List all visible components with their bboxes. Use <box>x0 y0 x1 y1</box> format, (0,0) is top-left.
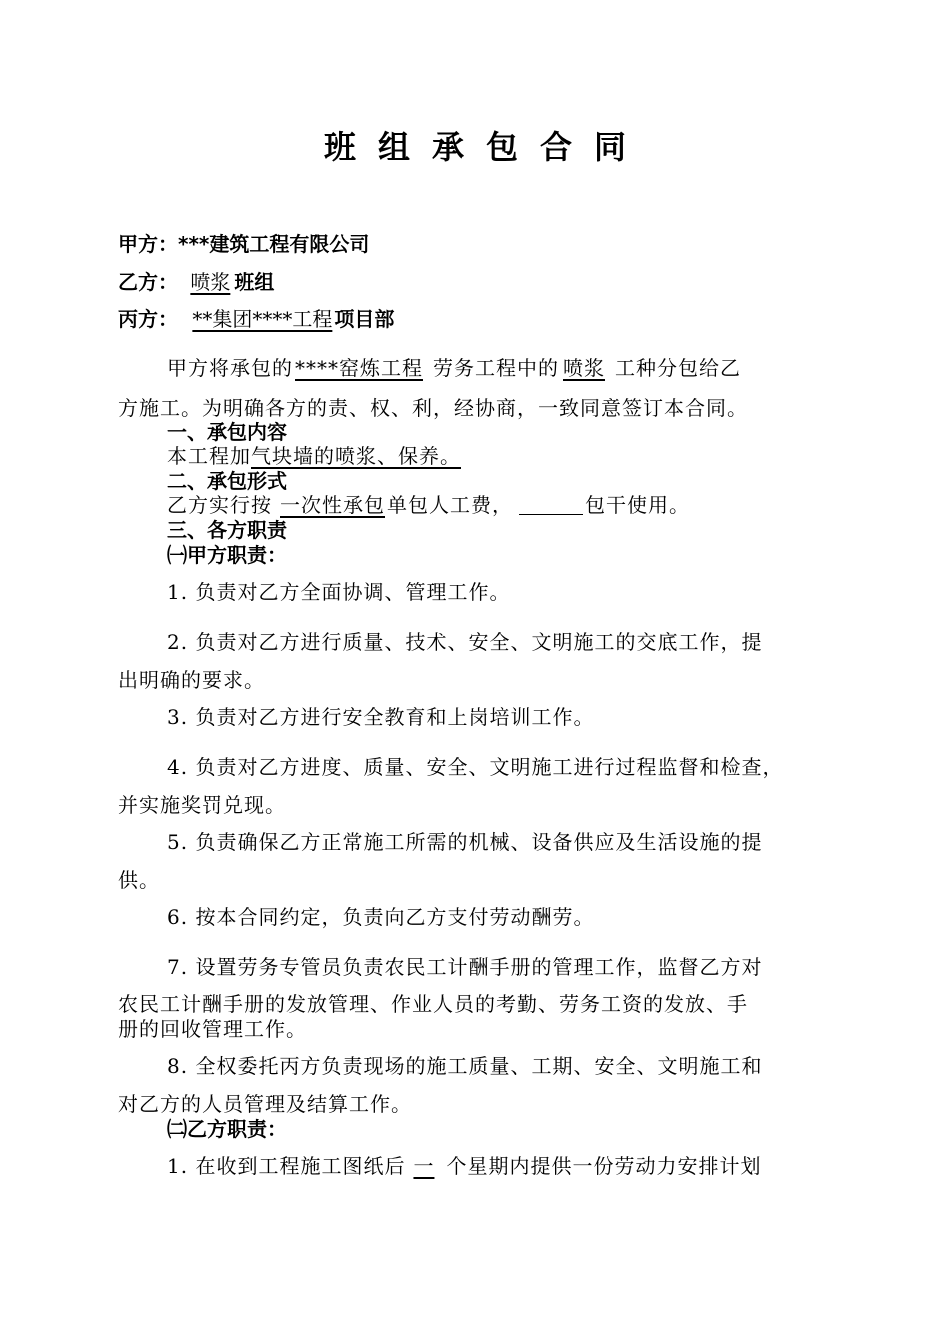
duty-item-5-line-2: 供。 <box>118 868 160 892</box>
intro-line-2: 方施工。为明确各方的责、权、利，经协商，一致同意签订本合同。 <box>118 396 748 420</box>
duty-item-7-line-3: 册的回收管理工作。 <box>118 1017 307 1041</box>
intro-line-1 <box>167 355 741 381</box>
section-2-text-a: 乙方实行按 <box>167 493 272 517</box>
section-2-text-b: 单包人工费， <box>387 493 513 517</box>
section-1-heading: 一、承包内容 <box>167 420 287 444</box>
party-bing-label: 丙方： <box>118 307 178 331</box>
party-bing-suffix: 项目部 <box>334 307 395 331</box>
section-2-mode: 一次性承包 <box>280 493 385 517</box>
intro-text-b: 劳务工程中的 <box>433 356 559 380</box>
party-bing <box>118 306 394 332</box>
duty-item-2-line-1: 2. 负责对乙方进行质量、技术、安全、文明施工的交底工作，提 <box>167 630 763 654</box>
duty-item-4-line-1: 4. 负责对乙方进度、质量、安全、文明施工进行过程监督和检查， <box>167 755 784 779</box>
section-2-heading: 二、承包形式 <box>167 469 287 493</box>
party-yi-label: 乙方： <box>118 270 178 294</box>
yi-duty-item-1-b: 个星期内提供一份劳动力安排计划 <box>446 1154 762 1178</box>
duty-item-6: 6. 按本合同约定，负责向乙方支付劳动酬劳。 <box>167 905 595 929</box>
duty-item-5-line-1: 5. 负责确保乙方正常施工所需的机械、设备供应及生活设施的提 <box>167 830 763 854</box>
duty-item-8-line-1: 8. 全权委托丙方负责现场的施工质量、工期、安全、文明施工和 <box>167 1054 763 1078</box>
intro-project: ****窑炼工程 <box>295 356 423 380</box>
duty-item-7-line-2: 农民工计酬手册的发放管理、作业人员的考勤、劳务工资的发放、手 <box>118 992 748 1016</box>
yi-duties-heading: ㈡乙方职责： <box>167 1117 287 1141</box>
yi-duty-item-1-a: 1. 在收到工程施工图纸后 <box>167 1154 406 1178</box>
party-bing-value: **集团****工程 <box>192 307 333 331</box>
jia-duties-heading: ㈠甲方职责： <box>167 543 287 567</box>
duty-item-7-line-1: 7. 设置劳务专管员负责农民工计酬手册的管理工作，监督乙方对 <box>167 955 763 979</box>
party-jia-value: ***建筑工程有限公司 <box>178 232 370 256</box>
section-3-heading: 三、各方职责 <box>167 518 287 542</box>
duty-item-8-line-2: 对乙方的人员管理及结算工作。 <box>118 1092 412 1116</box>
section-2-blank <box>519 494 583 515</box>
section-1-text <box>167 443 461 469</box>
duty-item-4-line-2: 并实施奖罚兑现。 <box>118 793 286 817</box>
duty-item-2-line-2: 出明确的要求。 <box>118 668 265 692</box>
party-yi <box>118 269 274 295</box>
document-title: 班组承包合同 <box>323 128 648 166</box>
yi-duty-item-1-fill: 一 <box>413 1154 435 1178</box>
section-2-text <box>167 492 690 518</box>
duty-item-1: 1. 负责对乙方全面协调、管理工作。 <box>167 580 511 604</box>
party-yi-value: 喷浆 <box>190 270 231 294</box>
section-1-text-a: 本工程加 <box>167 444 251 468</box>
party-yi-suffix: 班组 <box>234 270 275 294</box>
yi-duty-item-1 <box>167 1153 761 1179</box>
section-1-text-b: 气块墙的喷浆、保养。 <box>251 444 461 468</box>
intro-text-a: 甲方将承包的 <box>167 356 293 380</box>
intro-trade: 喷浆 <box>563 356 605 380</box>
section-2-text-c: 包干使用。 <box>585 493 690 517</box>
party-jia-label: 甲方： <box>118 232 178 256</box>
party-jia <box>118 231 369 257</box>
duty-item-3: 3. 负责对乙方进行安全教育和上岗培训工作。 <box>167 705 595 729</box>
intro-text-c: 工种分包给乙 <box>615 356 741 380</box>
